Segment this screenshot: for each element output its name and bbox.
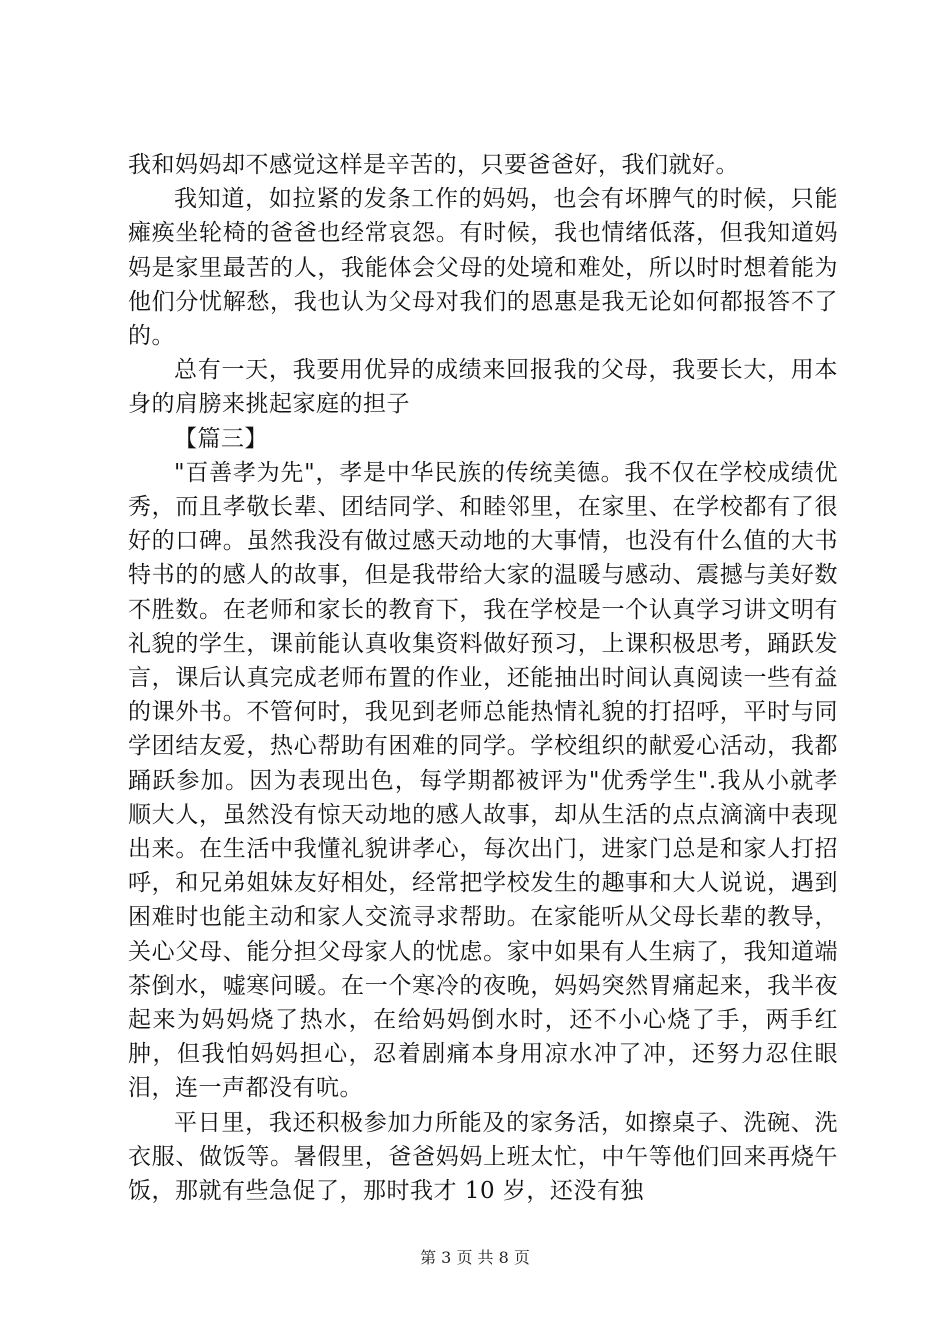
- paragraph: "百善孝为先"，孝是中华民族的传统美德。我不仅在学校成绩优秀，而且孝敬长辈、团结同学、和睦邻里，在家里、在学校都有了很好的口碑。虽然我没有做过感天动地的大事情，也没有什么值的大书特书的的感人的故事，但是我带给大家的温暖与感动、震撼与美好数不胜数。在老师和家长的教育下，我在学校是一个认真学习讲文明有礼貌的学生，课前能认真收集资料做好预习，上课积极思考，踊跃发言，课后认真完成老师布置的作业，还能抽出时间认真阅读一些有益的课外书。不管何时，我见到老师总能热情礼貌的打招呼，平时与同学团结友爱，热心帮助有困难的同学。学校组织的献爱心活动，我都踊跃参加。因为表现出色，每学期都被评为"优秀学生".我从小就孝顺大人，虽然没有惊天动地的感人故事，却从生活的点点滴滴中表现出来。在生活中我懂礼貌讲孝心，每次出门，进家门总是和家人打招呼，和兄弟姐妹友好相处，经常把学校发生的趣事和大人说说，遇到困难时也能主动和家人交流寻求帮助。在家能听从父母长辈的教导，关心父母、能分担父母家人的忧虑。家中如果有人生病了，我知道端茶倒水，嘘寒问暖。在一个寒冷的夜晚，妈妈突然胃痛起来，我半夜起来为妈妈烧了热水，在给妈妈倒水时，还不小心烧了手，两手红肿，但我怕妈妈担心，忍着剧痛本身用凉水冲了冲，还努力忍住眼泪，连一声都没有吭。: [128, 459, 838, 1102]
- paragraph: 我和妈妈却不感觉这样是辛苦的，只要爸爸好，我们就好。: [128, 152, 739, 178]
- paragraph: 总有一天，我要用优异的成绩来回报我的父母，我要长大，用本身的肩膀来挑起家庭的担子: [128, 357, 838, 418]
- document-body: [128, 148, 838, 1208]
- paragraph: 平日里，我还积极参加力所能及的家务活，如擦桌子、洗碗、洗衣服、做饭等。暑假里，爸爸妈妈上班太忙，中午等他们回来再烧午饭，那就有些急促了，那时我才 10 岁，还没有独: [128, 1109, 838, 1205]
- page-number: 第 3 页 共 8 页: [420, 1248, 530, 1267]
- section-heading: 【篇三】: [174, 425, 268, 452]
- paragraph: 我知道，如拉紧的发条工作的妈妈，也会有坏脾气的时候，只能瘫痪坐轮椅的爸爸也经常哀怨。有时候，我也情绪低落，但我知道妈妈是家里最苦的人，我能体会父母的处境和难处，所以时时想着能为他们分忧解愁，我也认为父母对我们的恩惠是我无论如何都报答不了的。: [128, 186, 838, 350]
- page-footer: [0, 1245, 950, 1268]
